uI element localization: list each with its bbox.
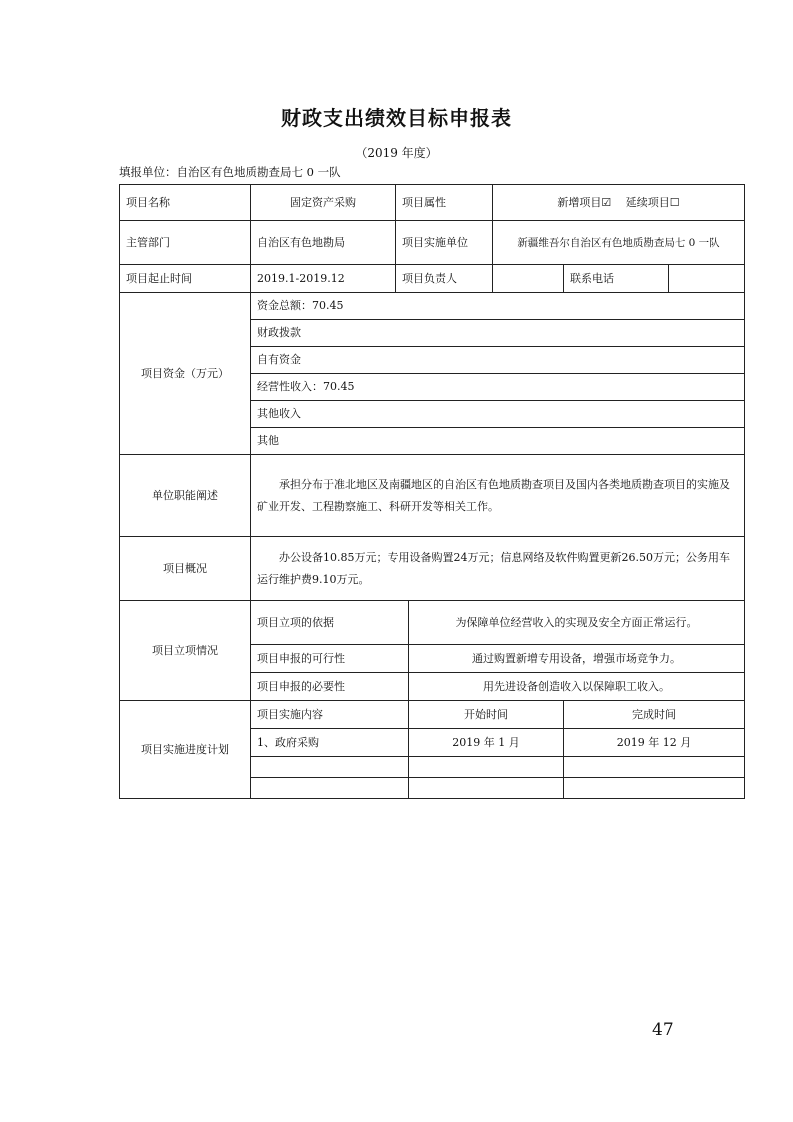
empty-cell [251,778,409,799]
phone-label: 联系电话 [564,265,669,293]
funds-own: 自有资金 [251,347,745,374]
row-duty [120,455,745,537]
row-period [120,265,745,293]
schedule-head-content: 项目实施内容 [251,701,409,729]
period-value: 2019.1-2019.12 [251,265,396,293]
basis-label: 项目立项的依据 [251,601,409,645]
leader-label: 项目负责人 [396,265,493,293]
row-funds-total [120,293,745,320]
establish-label: 项目立项情况 [120,601,251,701]
period-label: 项目起止时间 [120,265,251,293]
funds-total: 资金总额：70.45 [251,293,745,320]
filing-unit: 填报单位：自治区有色地质勘查局七 0 一队 [119,165,341,179]
schedule-row-end: 2019 年 12 月 [564,729,745,757]
row-dept [120,221,745,265]
dept-label: 主管部门 [120,221,251,265]
funds-fiscal: 财政拨款 [251,320,745,347]
project-name-label: 项目名称 [120,185,251,221]
dept-value: 自治区有色地勘局 [251,221,396,265]
duty-text: 承担分布于准北地区及南疆地区的自治区有色地质勘查项目及国内各类地质勘查项目的实施及矿业开发、工程勘察施工、科研开发等相关工作。 [251,455,745,537]
page-title: 财政支出绩效目标申报表 [281,106,512,130]
leader-value [493,265,564,293]
empty-cell [564,778,745,799]
impl-unit-value: 新疆维吾尔自治区有色地质勘查局七 0 一队 [493,221,745,265]
application-table [119,184,745,799]
necessity-text: 用先进设备创造收入以保障职工收入。 [409,673,745,701]
funds-other-income: 其他收入 [251,401,745,428]
schedule-label: 项目实施进度计划 [120,701,251,799]
overview-label: 项目概况 [120,537,251,601]
schedule-head-start: 开始时间 [409,701,564,729]
row-overview [120,537,745,601]
row-project-name [120,185,745,221]
empty-cell [409,757,564,778]
row-schedule-head [120,701,745,729]
project-name-value: 固定资产采购 [251,185,396,221]
necessity-label: 项目申报的必要性 [251,673,409,701]
project-attr-value: 新增项目☑ 延续项目☐ [493,185,745,221]
impl-unit-label: 项目实施单位 [396,221,493,265]
empty-cell [409,778,564,799]
year-label: （2019 年度） [355,146,438,160]
feasibility-label: 项目申报的可行性 [251,645,409,673]
schedule-row-content: 1、政府采购 [251,729,409,757]
duty-label: 单位职能阐述 [120,455,251,537]
schedule-head-end: 完成时间 [564,701,745,729]
schedule-row-start: 2019 年 1 月 [409,729,564,757]
row-basis [120,601,745,645]
empty-cell [564,757,745,778]
project-attr-label: 项目属性 [396,185,493,221]
feasibility-text: 通过购置新增专用设备，增强市场竞争力。 [409,645,745,673]
empty-cell [251,757,409,778]
basis-text: 为保障单位经营收入的实现及安全方面正常运行。 [409,601,745,645]
page-number: 47 [652,1020,674,1040]
funds-label: 项目资金（万元） [120,293,251,455]
overview-text: 办公设备10.85万元；专用设备购置24万元；信息网络及软件购置更新26.50万元；公务用车运行维护费9.10万元。 [251,537,745,601]
funds-operating: 经营性收入：70.45 [251,374,745,401]
phone-value [669,265,745,293]
funds-other: 其他 [251,428,745,455]
